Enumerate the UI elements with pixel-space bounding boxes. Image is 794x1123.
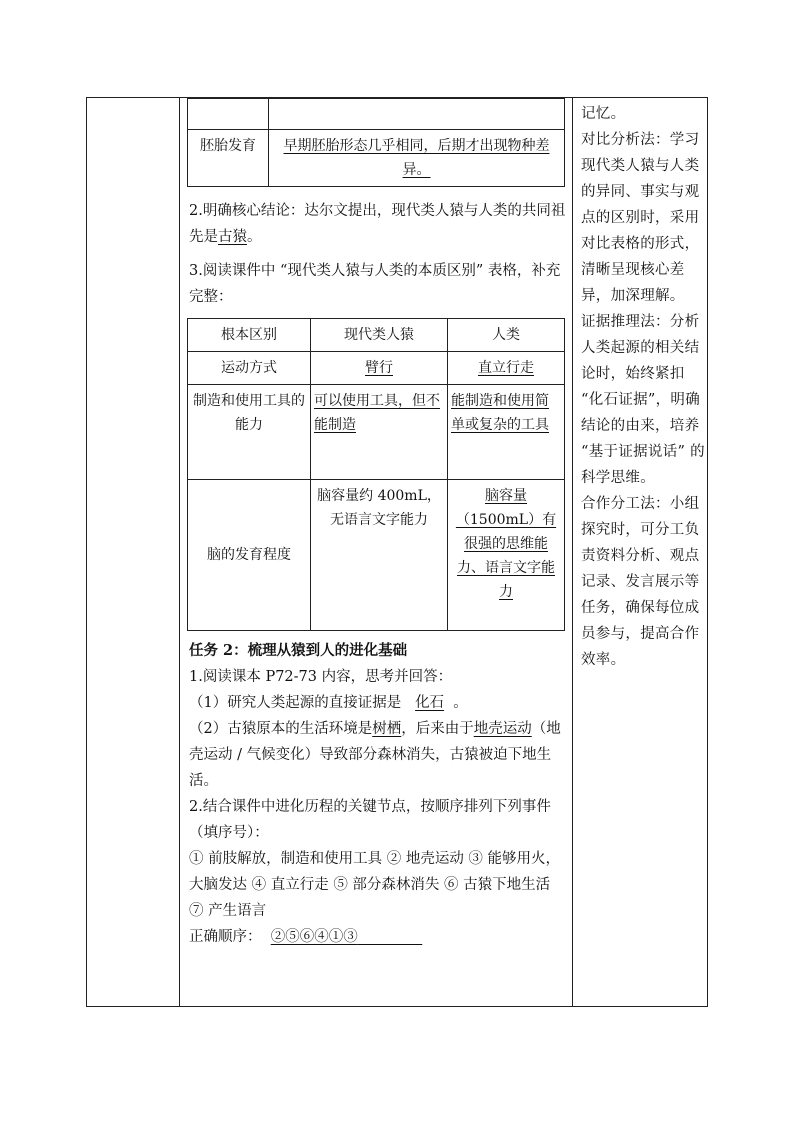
item-3: 3.阅读课件中 “现代类人猿与人类的本质区别” 表格，补充完整： xyxy=(189,263,561,305)
evidence-label: 胚胎发育 xyxy=(188,130,269,187)
evidence-table xyxy=(187,98,565,187)
lesson-plan-table xyxy=(86,97,708,1007)
task-2: 任务 2：梳理从猿到人的进化基础 1.阅读课本 P72-73 内容，思考并回答： （1）研究人类起源的直接证据是 化石 。 （2）古猿原本的生活环境是树栖，后来由于地壳运动（地壳运动 / 气候变化）导致部分森林消失，古猿被迫下地生活。 2.结合课件中进化历程的关键节点，按顺序排列下列事件（填序号）： ① 前肢解放，制造和使用工具 ② 地壳运动 ③ 能够用火，大脑发达 ④ 直立行走 ⑤ 部分森林消失 ⑥ 古猿下地生活 ⑦ 产生语言 正确顺序： ②⑤⑥④①③ xyxy=(189,642,561,945)
item-2: 2.明确核心结论：达尔文提出，现代类人猿与人类的共同祖先是古猿。 xyxy=(189,203,566,245)
methods-column: 记忆。 对比分析法：学习现代类人猿与人类的异同、事实与观点的区别时，采用对比表格的形式，清晰呈现核心差异，加深理解。 证据推理法：分析人类起源的相关结论时，始终紧扣 “化石证据”，明确结论的由来，培养 “基于证据说话” 的科学思维。 合作分工法：小组探究时，可分工负责资料分析、观点记录、发言展示等任务，确保每位成员参与，提高合作效率。 xyxy=(581,106,705,668)
activity-column xyxy=(180,98,572,1006)
comparison-table: 根本区别 现代类人猿 人类 运动方式 臂行 直立行走 制造和使用工具的能力 可以使用工具，但不能制造 能制造和使用简单或复杂的工具 脑的发育程度 脑容量约 400mL，无语言文字能力 脑容量（1500mL）有很强的思维能力、语言文字能力 xyxy=(187,318,565,631)
evidence-content: 早期胚胎形态几乎相同，后期才出现物种差异。 xyxy=(269,130,565,187)
